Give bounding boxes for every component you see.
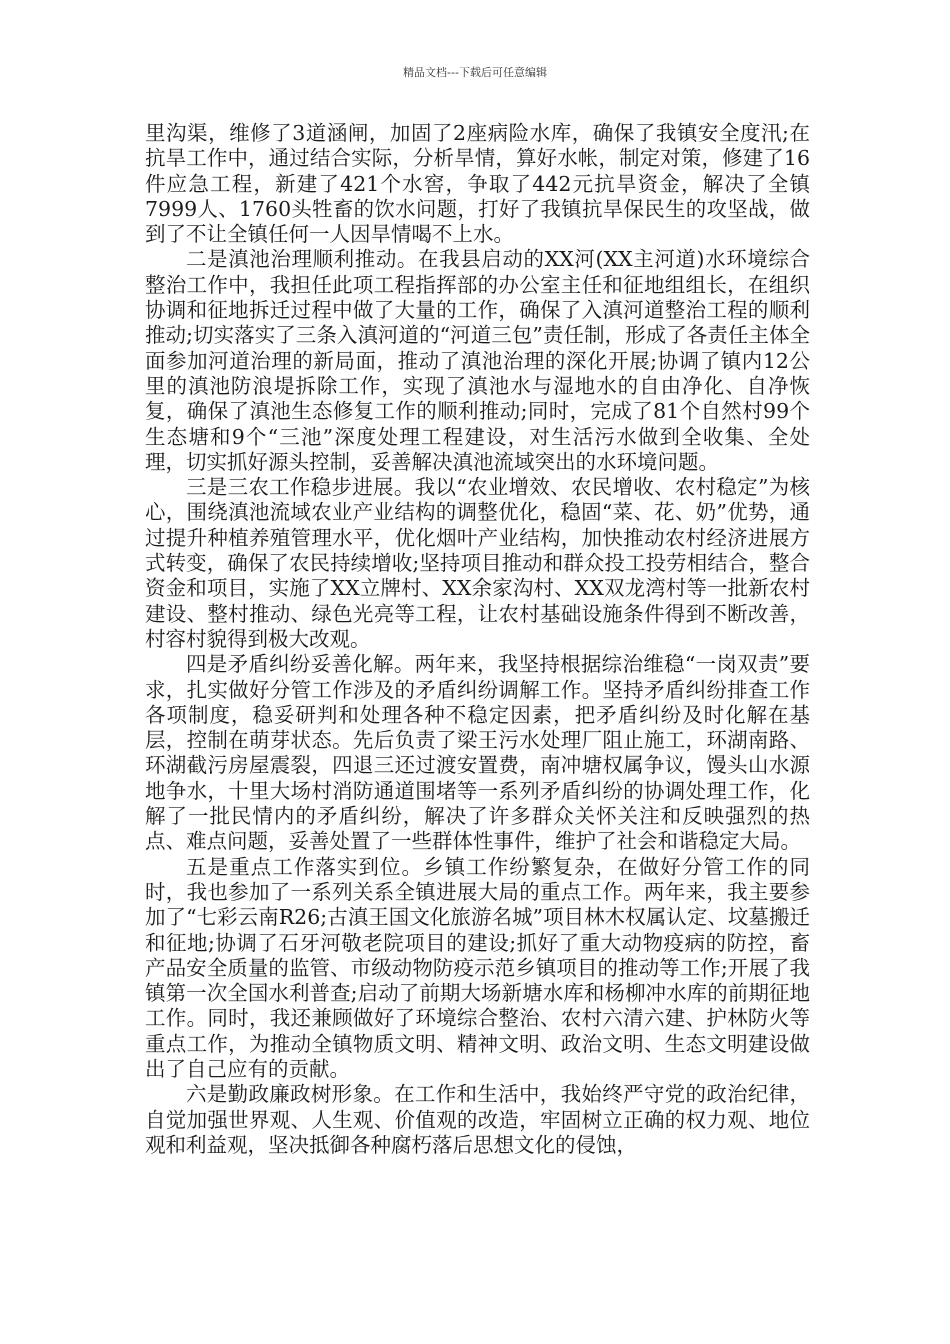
paragraph-key-work: 五是重点工作落实到位。乡镇工作纷繁复杂，在做好分管工作的同时，我也参加了一系列关系全镇进展大局的重点工作。两年来，我主要参加了“七彩云南R26;古滇王国文化旅游名城”项目林木权属认定、坟墓搬迁和征地;协调了石牙河敬老院项目的建设;抓好了重大动物疫病的防控，畜产品安全质量的监管、市级动物防疫示范乡镇项目的推动等工作;开展了我镇第一次全国水利普查;启动了前期大场新塘水库和杨柳冲水库的前期征地工作。同时，我还兼顾做好了环境综合整治、农村六清六建、护林防火等重点工作，为推动全镇物质文明、精神文明、政治文明、生态文明建设做出了自己应有的贡献。	[145, 854, 810, 1081]
paragraph-continued: 里沟渠，维修了3道涵闸，加固了2座病险水库，确保了我镇安全度汛;在抗旱工作中，通过结合实际，分析旱情，算好水帐，制定对策，修建了16件应急工程，新建了421个水窖，争取了442元抗旱资金，解决了全镇7999人、1760头牲畜的饮水问题，打好了我镇抗旱保民生的攻坚战，做到了不让全镇任何一人因旱情喝不上水。	[145, 121, 810, 247]
paragraph-integrity: 六是勤政廉政树形象。在工作和生活中，我始终严守党的政治纪律，自觉加强世界观、人生观、价值观的改造，牢固树立正确的权力观、地位观和利益观，坚决抵御各种腐朽落后思想文化的侵蚀，	[145, 1082, 810, 1157]
document-body	[145, 121, 810, 1158]
paragraph-dianchi: 二是滇池治理顺利推动。在我县启动的XX河(XX主河道)水环境综合整治工作中，我担任此项工程指挥部的办公室主任和征地组组长，在组织协调和征地拆迁过程中做了大量的工作，确保了入滇河道整治工程的顺利推动;切实落实了三条入滇河道的“河道三包”责任制，形成了各责任主体全面参加河道治理的新局面，推动了滇池治理的深化开展;协调了镇内12公里的滇池防浪堤拆除工作，实现了滇池水与湿地水的自由净化、自净恢复，确保了滇池生态修复工作的顺利推动;同时，完成了81个自然村99个生态塘和9个“三池”深度处理工程建设，对生活污水做到全收集、全处理，切实抓好源头控制，妥善解决滇池流域突出的水环境问题。	[145, 247, 810, 474]
paragraph-disputes: 四是矛盾纠纷妥善化解。两年来，我坚持根据综治维稳“一岗双责”要求，扎实做好分管工作涉及的矛盾纠纷调解工作。坚持矛盾纠纷排查工作各项制度，稳妥研判和处理各种不稳定因素，把矛盾纠纷及时化解在基层，控制在萌芽状态。先后负责了梁王污水处理厂阻止施工，环湖南路、环湖截污房屋震裂，四退三还过渡安置费，南冲塘权属争议，馒头山水源地争水，十里大场村消防通道围堵等一系列矛盾纠纷的协调处理工作，化解了一批民情内的矛盾纠纷，解决了许多群众关怀关注和反映强烈的热点、难点问题，妥善处置了一些群体性事件，维护了社会和谐稳定大局。	[145, 652, 810, 854]
page-header: 精品文档---下载后可任意编辑	[403, 66, 547, 79]
paragraph-sannong: 三是三农工作稳步进展。我以“农业增效、农民增收、农村稳定”为核心，围绕滇池流域农业产业结构的调整优化，稳固“菜、花、奶”优势，通过提升种植养殖管理水平，优化烟叶产业结构，加快推动农村经济进展方式转变，确保了农民持续增收;坚持项目推动和群众投工投劳相结合，整合资金和项目，实施了XX立牌村、XX余家沟村、XX双龙湾村等一批新农村建设、整村推动、绿色光亮等工程，让农村基础设施条件得到不断改善，村容村貌得到极大改观。	[145, 475, 810, 651]
